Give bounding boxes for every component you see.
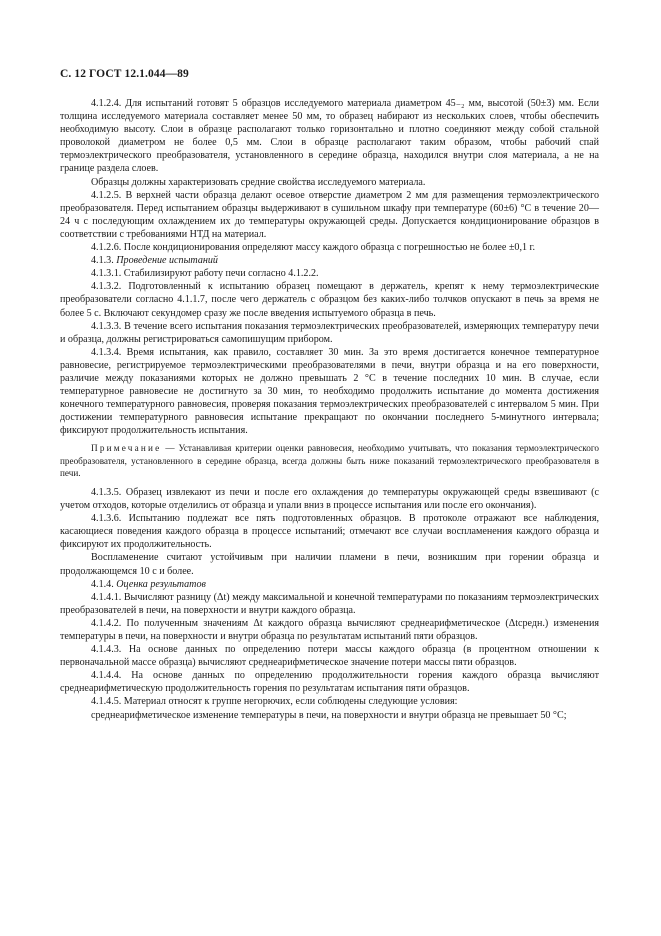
paragraph-4-1-3-1: 4.1.3.1. Стабилизируют работу печи согласно 4.1.2.2. [91, 268, 319, 280]
paragraph-4-1-3-6: 4.1.3.6. Испытанию подлежат все пять подготовленных образцов. В протоколе отражают все наблюдения, касающиеся поведения каждого образца в процессе испытаний; отмечают все случаи воспламенения каждого образца и фиксируют их продолжительность. [60, 513, 599, 551]
paragraph-4-1-2-6: 4.1.2.6. После кондиционирования определяют массу каждого образца с погрешностью не более ±0,1 г. [91, 242, 536, 254]
paragraph-4-1-3-3: 4.1.3.3. В течение всего испытания показания термоэлектрических преобразователей, измеряющих температуру печи и образца, должны регистрироваться самопишущим прибором. [60, 320, 599, 345]
paragraph-4-1-4-3: 4.1.4.3. На основе данных по определению потери массы каждого образца (в процентном отношении к первоначальной массе образца) вычисляют среднеарифметическое значение потери массы пяти образцов. [60, 644, 599, 669]
note-label: Примечание [91, 443, 162, 454]
section-number: 4.1.3. [91, 255, 114, 267]
note [60, 442, 599, 480]
note-text: — Устанавливая критерии оценки равновесия, необходимо учитывать, что показания термоэлектрического преобразователя, установленного в середине образца, всегда должны быть ниже показаний термоэлектрического преобразователя в печи. [60, 443, 600, 479]
section-heading-4-1-4 [60, 578, 599, 591]
paragraph-4-1-3-5: 4.1.3.5. Образец извлекают из печи и после его охлаждения до температуры окружающей среды взвешивают (с учетом отходов, которые отделились от образца и упали вниз в процессе испытания или после его окончания). [60, 486, 599, 512]
paragraph-samples-properties: Образцы должны характеризовать средние свойства исследуемого материала. [91, 176, 426, 188]
document-body [60, 97, 599, 722]
paragraph-4-1-3-4: 4.1.3.4. Время испытания, как правило, составляет 30 мин. За это время достигается конечное температурное равновесие, регистрируемое термоэлектрическими преобразователями в печи, внутри образца и на его поверхности, различие между показаниями которых не должно превышать 2 °С в течение последних 10 мин. В случае, если температурное равновесие не достигнуто за 30 мин, то необходимо продолжить испытание до момента достижения конечного температурного равновесия, проверяя показания термоэлектрических преобразователей с интервалом 5 мин. При достижении температурного равновесия испытание прекращают по окончании последнего 5-минутного интервала; фиксируют продолжительность испытания. [60, 346, 599, 437]
section-number: 4.1.4. [91, 578, 114, 590]
paragraph-4-1-4-2: 4.1.4.2. По полученным значениям Δt каждого образца вычисляют среднеарифметическое (Δtсредн.) изменения температуры в печи, на поверхности и внутри образца по результатам испытаний пяти образцов. [60, 617, 599, 642]
paragraph-4-1-4-4: 4.1.4.4. На основе данных по определению продолжительности горения каждого образца вычисляют среднеарифметическую продолжительность горения по результатам испытания пяти образцов. [60, 670, 599, 695]
paragraph-4-1-4-1: 4.1.4.1. Вычисляют разницу (Δt) между максимальной и конечной температурами по показаниям термоэлектрических преобразователей в печи, на поверхности и внутри каждого образца. [60, 591, 599, 616]
paragraph-4-1-2-5: 4.1.2.5. В верхней части образца делают осевое отверстие диаметром 2 мм для размещения термоэлектрического преобразователя. Перед испытанием образцы выдерживают в сушильном шкафу при температуре (60±6) °С в течение 20—24 ч с последующим охлаждением их до температуры окружающей среды. Допускается кондиционирование образцов в соответствии с требованиями НТД на материал. [60, 189, 599, 240]
page-header: С. 12 ГОСТ 12.1.044—89 [60, 68, 189, 80]
paragraph-4-1-2-4: 4.1.2.4. Для испытаний готовят 5 образцов исследуемого материала диаметром 45₋₂ мм, высотой (50±3) мм. Если толщина исследуемого материала составляет менее 50 мм, то образец набирают из нескольких слоев, чтобы обеспечить необходимую высоту. Слои в образце располагают только горизонтально и плотно соединяют между собой стальной проволокой диаметром не более 0,5 мм. Слои в образце располагают таким образом, чтобы рабочий спай термоэлектрического преобразователя, установленного в середине образца, находился внутри слоя материала, а не на границе раздела слоев. [60, 98, 599, 175]
section-heading-4-1-3 [60, 254, 599, 267]
paragraph-ignition-definition: Воспламенение считают устойчивым при наличии пламени в печи, возникшим при горении образца и продолжающемся 10 с и более. [60, 552, 599, 577]
section-title: Проведение испытаний [116, 255, 218, 267]
paragraph-4-1-3-2: 4.1.3.2. Подготовленный к испытанию образец помещают в держатель, крепят к нему термоэлектрические преобразователи согласно 4.1.1.7, после чего держатель с образцом без каких-либо толчков опускают в печь за время не более 5 с. Включают секундомер сразу же после введения испытуемого образца в печь. [60, 281, 599, 319]
paragraph-4-1-4-5: 4.1.4.5. Материал относят к группе негорючих, если соблюдены следующие условия: [91, 696, 458, 708]
paragraph-condition-temperature: среднеарифметическое изменение температуры в печи, на поверхности и внутри образца не превышает 50 °С; [91, 709, 567, 721]
section-title: Оценка результатов [116, 578, 206, 590]
